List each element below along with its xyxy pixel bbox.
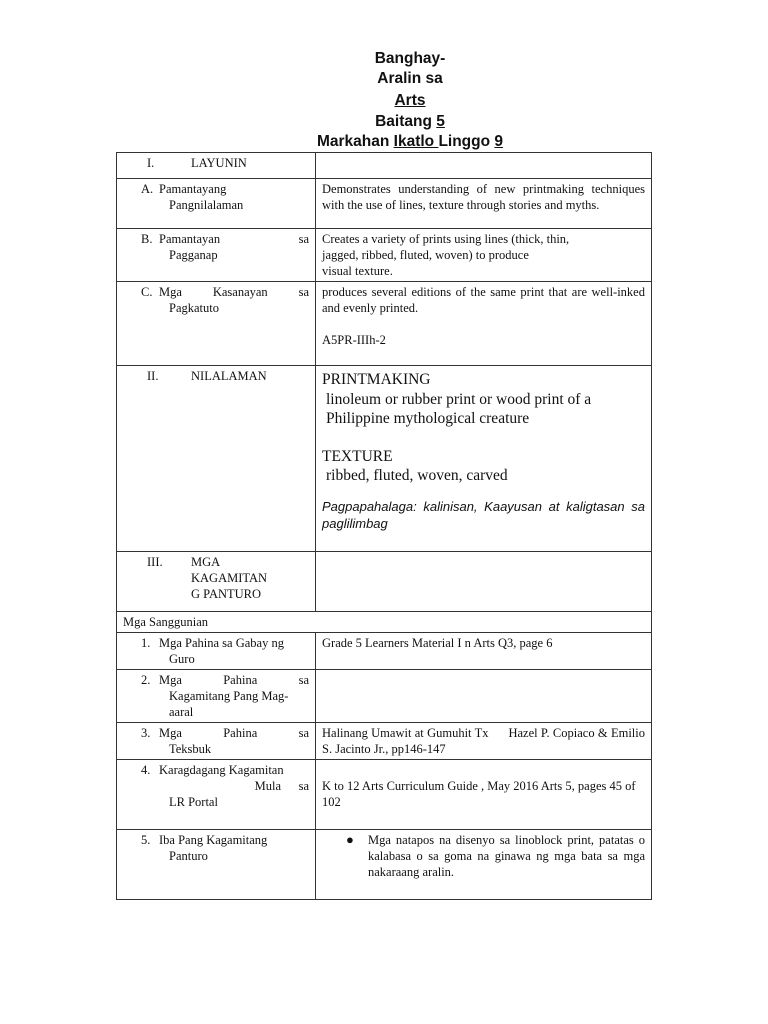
references-label: Mga Sanggunian [117, 612, 652, 633]
row-label-mid: Pahina [223, 726, 258, 740]
row-label: Karagdagang Kagamitan [159, 763, 284, 777]
subject-name: Arts [394, 92, 426, 109]
row-content-cell: Grade 5 Learners Material I n Arts Q3, page 6 [316, 633, 652, 670]
row-label-continued: Teksbuk [169, 742, 212, 756]
row-label: Mga [159, 726, 182, 740]
row-number: 3. [141, 726, 151, 740]
title-quarter-week [0, 131, 768, 153]
references-row [117, 612, 652, 633]
week-value: 9 [494, 133, 504, 150]
row-number: 5. [141, 833, 151, 847]
row-number: A. [141, 182, 154, 196]
quarter-prefix: Markahan [316, 133, 394, 150]
row-label-continued: Panturo [169, 849, 208, 863]
row-label-mid: Mula [254, 779, 281, 793]
values-text: Pagpapahalaga: kalinisan, Kaayusan at kaligtasan sa paglilimbag [322, 498, 645, 531]
table-row [117, 179, 652, 229]
row-number: 1. [141, 636, 151, 650]
section-label-line: MGA [191, 555, 221, 569]
list-item [322, 832, 645, 880]
content-cell-nilalaman [316, 366, 652, 552]
row-label-cell [117, 179, 316, 229]
section-cell-kagamitan [117, 552, 316, 612]
content-text: produces several editions of the same print that are well-inked and evenly printed. [322, 285, 645, 315]
row-label-cell [117, 760, 316, 830]
row-label: Iba Pang Kagamitang [159, 833, 268, 847]
table-row [117, 723, 652, 760]
title-grade [0, 111, 768, 133]
row-content-cell [316, 282, 652, 366]
table-row [117, 830, 652, 900]
content-line: Creates a variety of prints using lines (thick, thin, [322, 232, 570, 246]
content-heading-texture: TEXTURE [322, 447, 393, 465]
row-number: 4. [141, 763, 151, 777]
table-row [117, 760, 652, 830]
quarter-value: Ikatlo [393, 133, 439, 150]
section-label: NILALAMAN [191, 369, 267, 383]
table-row [117, 229, 652, 282]
row-label-continued: LR Portal [169, 795, 218, 809]
lesson-plan-table [116, 152, 652, 900]
competency-code: A5PR-IIIh-2 [322, 333, 386, 347]
row-content-cell [316, 830, 652, 900]
week-prefix: Linggo [438, 133, 495, 150]
section-row-kagamitan [117, 552, 652, 612]
row-label-sa: sa [298, 285, 309, 299]
section-number: II. [147, 369, 159, 383]
section-number: III. [147, 555, 163, 569]
row-label-cell [117, 670, 316, 723]
row-number: 2. [141, 673, 151, 687]
grade-value: 5 [436, 113, 445, 130]
row-label: Mga [159, 285, 182, 299]
row-label-continued: Pagganap [169, 248, 218, 262]
row-content-cell [316, 670, 652, 723]
section-cell-layunin [117, 153, 316, 179]
section-label-line: KAGAMITAN [191, 571, 268, 585]
title-subject [0, 90, 768, 112]
grade-prefix: Baitang [375, 113, 437, 130]
row-content-cell [316, 229, 652, 282]
title-line-1: Banghay- [374, 50, 446, 67]
row-label-mid: Pahina [223, 673, 258, 687]
section-empty-cell [316, 552, 652, 612]
row-label-cell [117, 282, 316, 366]
row-label-continued: Kagamitang Pang Mag- [169, 689, 289, 703]
row-label-cell [117, 633, 316, 670]
row-content-cell: Demonstrates understanding of new printmaking techniques with the use of lines, texture through stories and myths. [316, 179, 652, 229]
row-content-cell: Halinang Umawit at Gumuhit Tx Hazel P. Copiaco & Emilio S. Jacinto Jr., pp146-147 [316, 723, 652, 760]
row-label-continued: Guro [169, 652, 195, 666]
row-label-continued: aaral [169, 705, 194, 719]
row-label-sa: sa [298, 673, 309, 687]
row-label-sa: sa [298, 726, 309, 740]
content-line: jagged, ribbed, fluted, woven) to produce [322, 248, 529, 262]
row-label-mid: Kasanayan [212, 285, 268, 299]
content-text-printmaking: linoleum or rubber print or wood print of a Philippine mythological creature [326, 390, 592, 427]
section-cell-nilalaman [117, 366, 316, 552]
row-label-sa: sa [298, 232, 309, 246]
table-row [117, 633, 652, 670]
section-row-nilalaman [117, 366, 652, 552]
content-heading-printmaking: PRINTMAKING [322, 371, 431, 388]
section-number: I. [147, 156, 155, 170]
list-item-text: Mga natapos na disenyo sa linoblock print, patatas o kalabasa o sa goma na ginawa ng mga bata sa mga nakaraang aralin. [368, 833, 645, 879]
content-text-texture: ribbed, fluted, woven, carved [326, 467, 508, 484]
section-label-line: G PANTURO [191, 587, 262, 601]
row-label-continued: Pangnilalaman [169, 198, 244, 212]
row-content-cell: K to 12 Arts Curriculum Guide , May 2016 Arts 5, pages 45 of 102 [316, 760, 652, 830]
table-row [117, 282, 652, 366]
content-line: visual texture. [322, 264, 393, 278]
title-line-2: Aralin sa [377, 70, 443, 87]
row-label-continued: Pagkatuto [169, 301, 219, 315]
section-row-layunin [117, 153, 652, 179]
bullet-icon: ● [346, 832, 354, 847]
row-label: Pamantayang [159, 182, 227, 196]
row-number: B. [141, 232, 153, 246]
section-label: LAYUNIN [191, 156, 247, 170]
row-label-cell [117, 229, 316, 282]
row-label-sa: sa [298, 779, 309, 793]
row-label: Mga Pahina sa Gabay ng [159, 636, 284, 650]
row-label-cell [117, 723, 316, 760]
section-label-block [191, 554, 267, 602]
section-empty-cell [316, 153, 652, 179]
row-label-cell [117, 830, 316, 900]
table-row [117, 670, 652, 723]
row-label: Pamantayan [159, 232, 221, 246]
row-label: Mga [159, 673, 182, 687]
row-number: C. [141, 285, 153, 299]
